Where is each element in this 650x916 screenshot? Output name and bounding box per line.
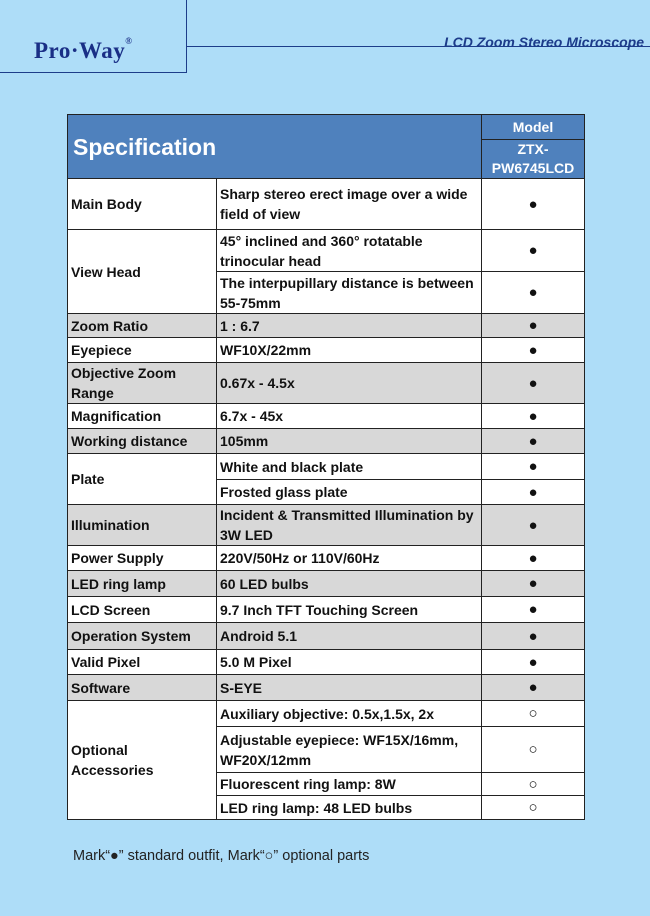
document-title: LCD Zoom Stereo Microscope [444,34,644,50]
spec-description: 9.7 Inch TFT Touching Screen [217,597,482,623]
filled-circle-icon: ● [528,458,538,475]
spec-description: 60 LED bulbs [217,571,482,597]
spec-description: White and black plate [217,454,482,480]
filled-circle-icon: ● [528,407,538,425]
standard-mark [482,571,585,597]
standard-mark [482,179,585,230]
spec-description: 1 : 6.7 [217,314,482,338]
filled-circle-icon: ● [528,679,538,696]
standard-mark [482,404,585,429]
filled-circle-icon: ● [528,284,538,301]
spec-description: 5.0 M Pixel [217,650,482,675]
table-row [68,404,585,429]
brand-logo: Pro·Way® [34,36,133,63]
filled-circle-icon: ● [528,195,538,213]
table-row [68,505,585,546]
spec-label: Valid Pixel [68,650,217,675]
table-row [68,623,585,650]
standard-mark [482,650,585,675]
spec-description: The interpupillary distance is between 55-75mm [217,272,482,314]
filled-circle-icon: ● [528,483,538,501]
standard-mark [482,429,585,454]
spec-description: Frosted glass plate [217,480,482,505]
table-row [68,597,585,623]
filled-circle-icon: ● [528,317,538,334]
table-title: Specification [68,115,482,179]
table-row [68,546,585,571]
table-row [68,454,585,480]
spec-label: LED ring lamp [68,571,217,597]
spec-label: Magnification [68,404,217,429]
specification-table [67,114,585,820]
standard-mark [482,597,585,623]
spec-label: Plate [68,454,217,505]
filled-circle-icon: ● [528,341,538,359]
hollow-circle-icon: ○ [528,799,538,816]
spec-description: Android 5.1 [217,623,482,650]
spec-label: Working distance [68,429,217,454]
filled-circle-icon: ● [528,432,538,450]
filled-circle-icon: ● [528,242,538,259]
standard-mark [482,454,585,480]
optional-mark [482,701,585,727]
filled-circle-icon: ● [528,575,538,592]
optional-mark [482,796,585,820]
standard-mark [482,546,585,571]
spec-label: Optional Accessories [68,701,217,820]
spec-label: Zoom Ratio [68,314,217,338]
spec-description: Sharp stereo erect image over a wide field of view [217,179,482,230]
table-row [68,650,585,675]
hollow-circle-icon: ○ [528,741,538,758]
standard-mark [482,675,585,701]
standard-mark [482,480,585,505]
spec-description: Auxiliary objective: 0.5x,1.5x, 2x [217,701,482,727]
spec-label: Objective Zoom Range [68,363,217,404]
spec-description: 0.67x - 4.5x [217,363,482,404]
optional-mark [482,773,585,796]
specification-rows [68,179,585,820]
standard-mark [482,505,585,546]
hollow-circle-icon: ○ [528,705,538,722]
filled-circle-icon: ● [528,374,538,392]
table-row [68,675,585,701]
spec-label: Eyepiece [68,338,217,363]
optional-mark [482,727,585,773]
spec-description: LED ring lamp: 48 LED bulbs [217,796,482,820]
spec-description: Adjustable eyepiece: WF15X/16mm, WF20X/12mm [217,727,482,773]
model-label: Model [482,115,585,140]
standard-mark [482,623,585,650]
table-row [68,571,585,597]
spec-description: 220V/50Hz or 110V/60Hz [217,546,482,571]
spec-description: WF10X/22mm [217,338,482,363]
spec-label: Power Supply [68,546,217,571]
spec-description: Fluorescent ring lamp: 8W [217,773,482,796]
filled-circle-icon: ● [528,601,538,618]
hollow-circle-icon: ○ [528,775,538,793]
spec-description: 105mm [217,429,482,454]
table-row [68,314,585,338]
filled-circle-icon: ● [528,516,538,534]
standard-mark [482,338,585,363]
table-row [68,179,585,230]
model-number: ZTX-PW6745LCD [482,140,585,179]
table-row [68,363,585,404]
filled-circle-icon: ● [528,627,538,645]
filled-circle-icon: ● [528,653,538,671]
standard-mark [482,230,585,272]
spec-label: Illumination [68,505,217,546]
spec-label: Software [68,675,217,701]
table-row [68,230,585,272]
spec-label: LCD Screen [68,597,217,623]
spec-description: S-EYE [217,675,482,701]
standard-mark [482,363,585,404]
legend-note: Mark“●” standard outfit, Mark“○” optional parts [73,848,370,864]
filled-circle-icon: ● [528,549,538,567]
spec-description: 45° inclined and 360° rotatable trinocular head [217,230,482,272]
spec-label: View Head [68,230,217,314]
spec-label: Main Body [68,179,217,230]
spec-description: Incident & Transmitted Illumination by 3W LED [217,505,482,546]
table-row [68,338,585,363]
table-row [68,701,585,727]
spec-description: 6.7x - 45x [217,404,482,429]
table-row [68,429,585,454]
standard-mark [482,314,585,338]
standard-mark [482,272,585,314]
spec-label: Operation System [68,623,217,650]
